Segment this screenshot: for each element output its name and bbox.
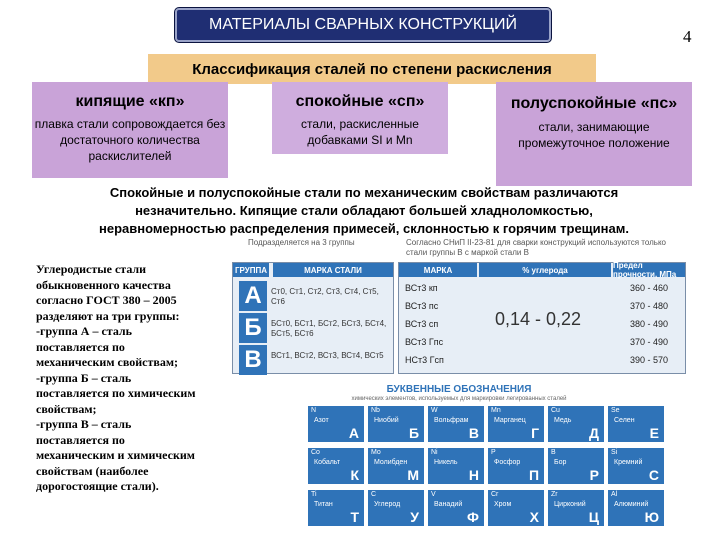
element-letter: П — [528, 467, 539, 483]
grade-strength: 380 - 490 — [629, 319, 669, 329]
element-name: Азот — [314, 417, 329, 424]
element-symbol: Mo — [371, 449, 381, 456]
element-letter: А — [348, 425, 359, 441]
element-letter: Р — [589, 467, 599, 483]
element-letter: В — [468, 425, 479, 441]
grade-mark: НСт3 Гсп — [405, 355, 444, 365]
element-tile — [608, 448, 664, 484]
groups-line: разделяют на три группы: — [36, 308, 180, 323]
element-name: Цирконий — [554, 501, 586, 508]
group-letter: Б — [239, 313, 267, 343]
groups-line: обыкновенного качества — [36, 277, 171, 292]
element-tile — [428, 490, 484, 526]
element-symbol: C — [371, 491, 377, 498]
element-symbol: Mn — [491, 407, 501, 414]
element-letter: У — [410, 509, 419, 525]
comparison-paragraph: Спокойные и полуспокойные стали по механическим свойствам различаются незначительно. Кипящие стали обладают большей хладноломкостью, неравномерностью распределения примесей, склонностью к горячим трещинам. — [99, 185, 629, 236]
groups-line: -группа А – сталь — [36, 324, 133, 338]
steel-grades-photo — [228, 236, 690, 538]
element-tile — [488, 406, 544, 442]
group-letter: В — [239, 345, 267, 375]
element-letter: Х — [529, 509, 539, 525]
element-tile — [308, 448, 364, 484]
element-name: Никель — [434, 459, 458, 466]
groups-table — [232, 262, 394, 374]
classification-subtitle: Классификация сталей по степени раскисления — [148, 54, 596, 84]
element-tile — [428, 448, 484, 484]
photo-caption-right: Согласно СНиП II-23-81 для сварки конструкций используются только стали группы В с маркой стали В — [406, 238, 666, 257]
element-symbol: Se — [611, 407, 620, 414]
grade-mark: ВСт3 кп — [405, 283, 438, 293]
element-name: Селен — [614, 417, 635, 424]
groups-line: поставляется по химическим — [36, 386, 196, 400]
letters-subtitle: химических элементов, используемых для маркировки легированных сталей — [351, 396, 567, 402]
element-tile — [608, 490, 664, 526]
grade-strength: 370 - 490 — [629, 337, 669, 347]
element-name: Хром — [494, 501, 512, 508]
element-name: Кремний — [614, 459, 643, 466]
photo-caption-left: Подразделяется на 3 группы — [248, 238, 355, 247]
header-group: ГРУППА — [233, 263, 269, 277]
element-letter: Ц — [588, 509, 599, 525]
element-name: Марганец — [494, 417, 526, 424]
element-name: Алюминий — [614, 501, 649, 508]
groups-line: -группа Б – сталь — [36, 370, 132, 385]
element-name: Титан — [314, 501, 333, 508]
element-symbol: W — [431, 407, 438, 414]
groups-line: поставляется по — [36, 432, 125, 447]
page-number: 4 — [683, 27, 692, 46]
header-grade: МАРКА — [399, 263, 477, 277]
element-tile — [368, 448, 424, 484]
groups-line: дорогостоящие стали). — [36, 479, 159, 493]
element-name: Фосфор — [494, 459, 521, 466]
category-calm — [272, 82, 448, 154]
element-letter: Д — [589, 425, 599, 441]
category-description: стали, раскисленные добавками SI и Mn — [301, 117, 419, 147]
element-tile — [368, 406, 424, 442]
header-carbon: % углерода — [479, 263, 611, 277]
element-symbol: Cu — [551, 407, 560, 414]
element-letter: С — [648, 467, 659, 483]
element-name: Кобальт — [314, 459, 341, 466]
groups-line: механическим и химическим — [36, 448, 195, 462]
element-tile — [488, 448, 544, 484]
element-tile — [428, 406, 484, 442]
element-symbol: Ni — [431, 449, 438, 456]
group-marks: Ст0, Ст1, Ст2, Ст3, Ст4, Ст5, Ст6 — [271, 287, 379, 306]
element-tile — [308, 490, 364, 526]
element-name: Углерод — [374, 501, 401, 508]
groups-line: согласно ГОСТ 380 – 2005 — [36, 293, 177, 307]
element-letter: Ю — [644, 509, 659, 525]
element-symbol: N — [311, 407, 317, 414]
element-letter: Ф — [467, 509, 479, 525]
element-symbol: Zr — [551, 491, 558, 498]
category-description: плавка стали сопровождается без достаточного количества раскислителей — [34, 117, 226, 163]
element-name: Вольфрам — [434, 417, 469, 424]
element-symbol: Nb — [371, 407, 380, 414]
header-strength: Предел прочности, МПа — [613, 263, 685, 277]
groups-description — [36, 262, 252, 495]
category-description: стали, занимающие промежуточное положение — [518, 120, 670, 150]
category-semi-calm — [496, 82, 692, 186]
element-symbol: P — [491, 449, 496, 456]
grade-mark: ВСт3 сп — [405, 319, 439, 329]
category-name: спокойные «сп» — [295, 93, 425, 110]
grade-mark: ВСт3 Гпс — [405, 337, 444, 347]
group-marks: БСт0, БСт1, БСт2, БСт3, БСт4, БСт5, БСт6 — [271, 319, 387, 338]
element-symbol: Cr — [491, 491, 499, 498]
element-tile — [368, 490, 424, 526]
letters-title: БУКВЕННЫЕ ОБОЗНАЧЕНИЯ — [386, 384, 532, 395]
element-name: Ванадий — [434, 501, 463, 508]
element-name: Бор — [554, 459, 567, 466]
grade-strength: 390 - 570 — [629, 355, 669, 365]
group-letter: А — [239, 281, 267, 311]
element-tile — [548, 406, 604, 442]
category-boiling — [32, 82, 228, 178]
element-letter: М — [407, 467, 419, 483]
element-name: Медь — [554, 417, 572, 424]
groups-line: свойствам (наиболее — [36, 463, 149, 478]
groups-line: механическим свойствам; — [36, 355, 179, 369]
element-tile — [488, 490, 544, 526]
grade-mark: ВСт3 пс — [405, 301, 439, 311]
slide-title: МАТЕРИАЛЫ СВАРНЫХ КОНСТРУКЦИЙ — [175, 8, 551, 42]
element-letter: Е — [649, 425, 659, 441]
category-name: полуспокойные «пс» — [510, 95, 678, 112]
element-tile — [548, 448, 604, 484]
carbon-range: 0,14 - 0,22 — [495, 309, 582, 329]
element-letter: Б — [408, 425, 419, 441]
element-symbol: B — [551, 449, 556, 456]
groups-line: свойствам; — [36, 401, 97, 416]
groups-line: поставляется по — [36, 339, 125, 354]
element-letter: Т — [350, 509, 359, 525]
element-symbol: Ti — [311, 491, 317, 498]
groups-line: Углеродистые стали — [36, 262, 147, 276]
element-letter: Н — [468, 467, 479, 483]
element-symbol: Al — [611, 491, 618, 498]
element-symbol: V — [431, 491, 436, 498]
element-name: Молибден — [374, 459, 408, 466]
category-name: кипящие «кп» — [75, 93, 185, 110]
element-tile — [608, 406, 664, 442]
element-name: Ниобий — [374, 417, 399, 424]
groups-line: -группа В – сталь — [36, 417, 132, 431]
element-tile — [548, 490, 604, 526]
element-tile — [308, 406, 364, 442]
header-steel-grade: МАРКА СТАЛИ — [273, 263, 393, 277]
element-symbol: Si — [611, 449, 618, 456]
element-letter: Г — [531, 425, 539, 441]
grade-strength: 370 - 480 — [629, 301, 669, 311]
element-letter: К — [350, 467, 359, 483]
grades-table — [398, 262, 686, 374]
grade-strength: 360 - 460 — [629, 283, 669, 293]
element-symbol: Co — [311, 449, 320, 456]
group-marks: ВСт1, ВСт2, ВСт3, ВСт4, ВСт5 — [271, 351, 384, 360]
